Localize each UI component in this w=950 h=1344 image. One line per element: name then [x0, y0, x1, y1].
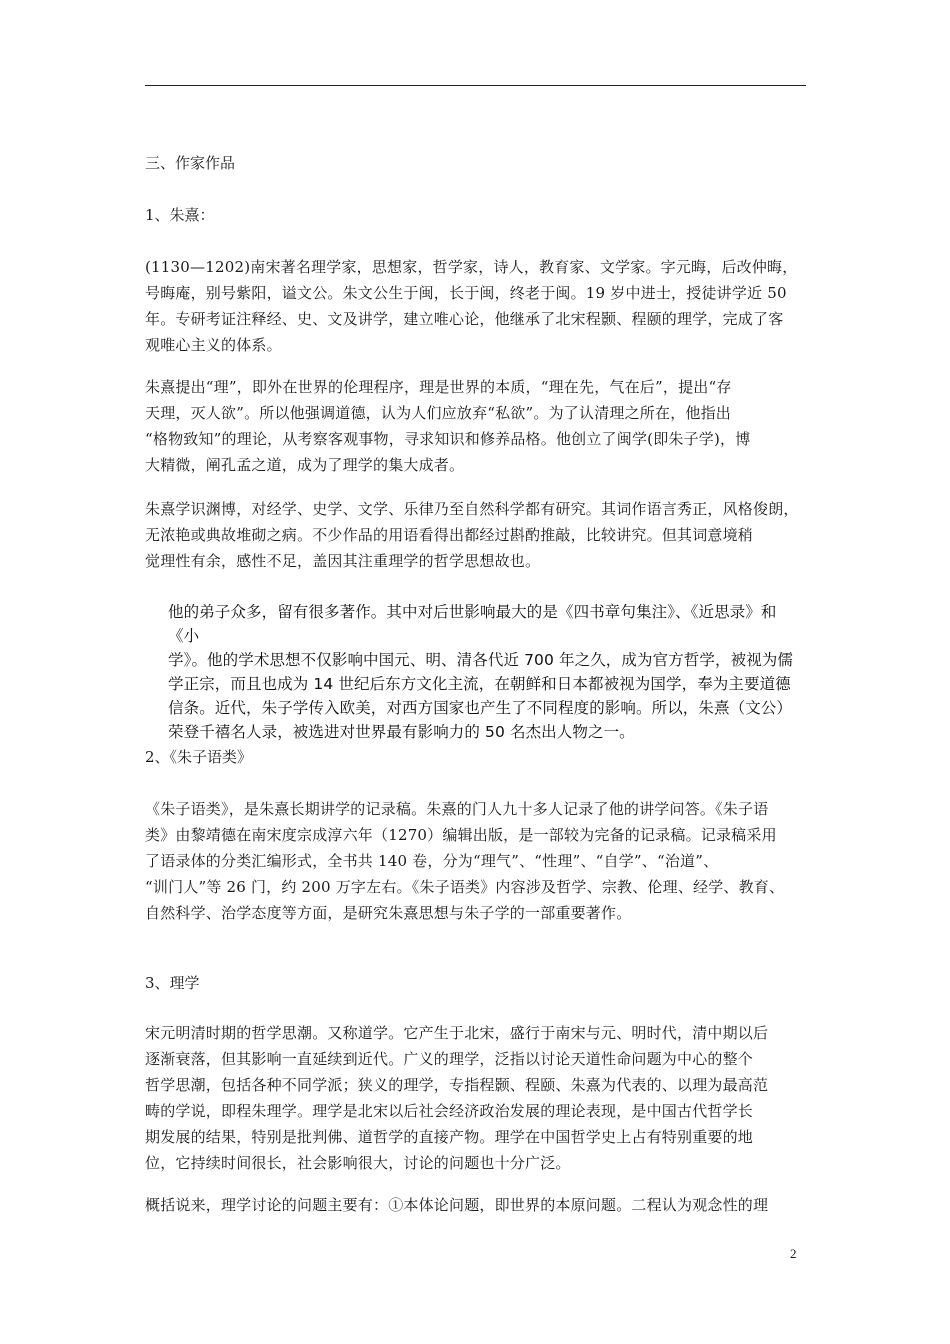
item1-paragraph-2: 朱熹提出“理”，即外在世界的伦理程序，理是世界的本质，“理在先，气在后”，提出“存 天理，灭人欲”。所以他强调道德，认为人们应放弃“私欲”。为了认清理之所在，他指出 “格物致知”的理论，从考察客观事物，寻求知识和修养品格。他创立了闽学(即朱子学)，博 大精微，阐孔孟之道，成为了理学的集大成者。 — [145, 378, 751, 474]
item1-paragraph-1: (1130—1202)南宋著名理学家，思想家，哲学家，诗人，教育家、文学家。字元晦，后改仲晦， 号晦庵，别号紫阳，谥文公。朱文公生于闽，长于闽，终老于闽。19 岁中进士，授徒讲学近 50 年。专研考证注释经、史、文及讲学，建立唯心论，他继承了北宋程颢、程颐的理学，完成了客 观唯心主义的体系。 — [145, 258, 798, 354]
section-title: 三、作家作品 — [145, 154, 236, 172]
item1-heading: 1、朱熹： — [145, 206, 215, 224]
item2-paragraph: 《朱子语类》，是朱熹长期讲学的记录稿。朱熹的门人九十多人记录了他的讲学问答。《朱子语 类》由黎靖德在南宋度宗成淳六年（1270）编辑出版，是一部较为完备的记录稿。记录稿采用 了语录体的分类汇编形式，全书共 140 卷，分为“理气”、“性理”、“自学”、“治道”、 “训门人”等 26 门，约 200 万字左右。《朱子语类》内容涉及哲学、宗教、伦理、经学、教育、 自然科学、治学态度等方面，是研究朱熹思想与朱子学的一部重要著作。 — [145, 800, 785, 922]
item2-heading: 2、《朱子语类》 — [145, 748, 253, 766]
item3-heading: 3、理学 — [145, 974, 200, 992]
page-number: 2 — [790, 1246, 797, 1261]
item3-paragraph-1: 宋元明清时期的哲学思潮。又称道学。它产生于北宋，盛行于南宋与元、明时代，清中期以后 逐渐衰落，但其影响一直延续到近代。广义的理学，泛指以讨论天道性命问题为中心的整个 哲学思潮，包括各种不同学派；狭义的理学，专指程颢、程颐、朱熹为代表的、以理为最高范 畴的学说，即程朱理学。理学是北宋以后社会经济政治发展的理论表现，是中国古代哲学长 期发展的结果，特别是批判佛、道哲学的直接产物。理学在中国哲学史上占有特别重要的地 位，它持续时间很长，社会影响很大，讨论的问题也十分广泛。 — [145, 1024, 769, 1172]
item1-inset-scanned-text: 他的弟子众多，留有很多著作。其中对后世影响最大的是《四书章句集注》、《近思录》和《小 学》。他的学术思想不仅影响中国元、明、清各代近 700 年之久，成为官方哲学，被视为儒 学正宗，而且也成为 14 世纪后东方文化主流，在朝鲜和日本都被视为国学，奉为主要道德 信条。近代，朱子学传入欧美，对西方国家也产生了不同程度的影响。所以，朱熹（文公） 荣登千禧名人录，被选进对世界最有影响力的 50 名杰出人物之一。 — [168, 603, 793, 741]
item1-paragraph-3: 朱熹学识渊博，对经学、史学、文学、乐律乃至自然科学都有研究。其词作语言秀正，风格俊朗， 无浓艳或典故堆砌之病。不少作品的用语看得出都经过斟酌推敲，比较讲究。但其词意境稍 觉理性有余，感性不足，盖因其注重理学的哲学思想故也。 — [145, 500, 799, 570]
item3-paragraph-2: 概括说来，理学讨论的问题主要有：①本体论问题，即世界的本原问题。二程认为观念性的理 — [145, 1196, 769, 1214]
header-rule — [145, 85, 806, 86]
